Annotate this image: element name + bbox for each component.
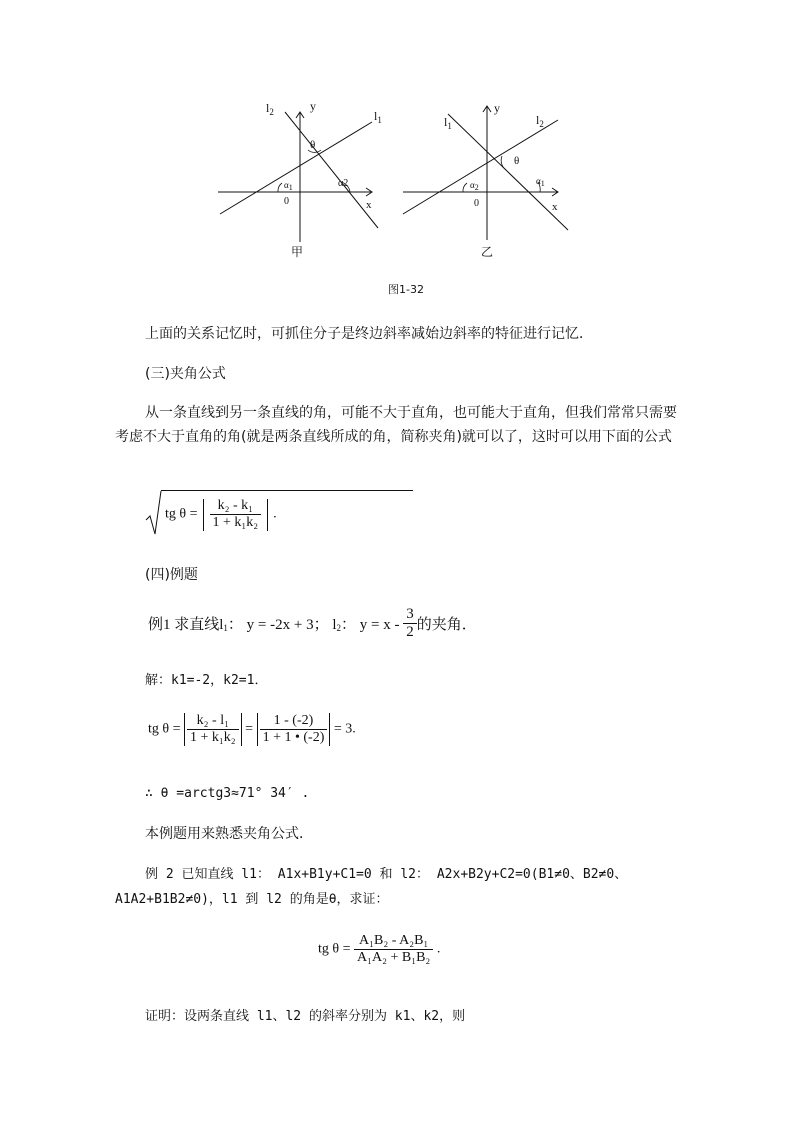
example1-part1: ： y = -2x + 3； l	[227, 617, 337, 633]
formula-example1	[148, 713, 356, 746]
memory-note: 上面的关系记忆时，可抓住分子是终边斜率减始边斜率的特征进行记忆．	[145, 326, 593, 342]
origin-label: 0	[474, 198, 479, 209]
abs-bar	[267, 499, 268, 531]
example1-part2: ： y = x -	[341, 617, 400, 633]
diagram-left	[218, 99, 382, 259]
example1-prefix: 例1 求直线l	[148, 617, 224, 633]
line-l1	[220, 122, 372, 214]
formula2-den1: 1 + k₁k₂	[187, 729, 239, 746]
line-l2	[403, 120, 558, 214]
formula1-tail: .	[273, 506, 277, 522]
formula3-tail: .	[436, 941, 441, 957]
abs-bar	[203, 499, 204, 531]
l2-label: $l_2$	[536, 113, 544, 129]
example1-frac-num: 3	[406, 606, 414, 622]
angle-theta-arc	[501, 156, 506, 170]
proof-line: 证明：设两条直线 l1、l2 的斜率分别为 k1、k2，则	[145, 1009, 466, 1024]
angle-alpha1-arc	[278, 183, 282, 192]
example1-note: 本例题用来熟悉夹角公式．	[145, 826, 313, 842]
y-label: y	[494, 101, 500, 115]
x-label: x	[552, 201, 558, 213]
formula2-num2: 1 - (-2)	[273, 713, 314, 728]
example1-sub2: 2	[336, 622, 342, 633]
coordinate-diagrams	[200, 92, 600, 272]
formula2-lhs: tg θ =	[148, 721, 181, 737]
l1-label: $l_1$	[374, 109, 382, 125]
alpha1-label: α1	[536, 176, 545, 188]
origin-label: 0	[284, 196, 289, 207]
diagram-label-yi: 乙	[481, 245, 494, 259]
angle-alpha2-arc	[463, 183, 467, 192]
alpha1-label: α1	[284, 180, 293, 192]
example-1	[148, 606, 477, 641]
y-label: y	[310, 99, 316, 113]
line-l2	[285, 112, 378, 228]
radical-sign-icon	[145, 490, 163, 536]
section-paragraph-3: 从一条直线到另一条直线的角，可能不大于直角，也可能大于直角，但我们常常只需要考虑不大于直角的角(就是两条直线所成的角，简称夹角)就可以了，这时可以用下面的公式	[115, 405, 677, 445]
alpha2-label: α2	[470, 180, 479, 192]
example1-suffix: 的夹角．	[416, 617, 477, 633]
section-title-4: (四)例题	[145, 567, 198, 583]
section-title-3: (三)夹角公式	[145, 366, 226, 382]
example-2: 例 2 已知直线 l1： A1x+B1y+C1=0 和 l2： A2x+B2y+C2=0(B1≠0、B2≠0、A1A2+B1B2≠0)，l1 到 l2 的角是θ，求证：	[115, 867, 628, 907]
formula3-fraction	[354, 933, 433, 966]
formula2-result: = 3.	[333, 721, 356, 737]
formula1-denominator: 1 + k₁k₂	[210, 514, 262, 531]
formula-example2	[318, 933, 440, 966]
formula2-num1: k₂ - l₁	[196, 713, 229, 728]
theta-label: θ	[514, 155, 520, 167]
formula3-den: A₁A₂ + B₁B₂	[354, 949, 433, 966]
theta-label: θ	[310, 139, 316, 151]
l2-label: $l_2$	[266, 101, 274, 117]
formula3-lhs: tg θ =	[318, 941, 351, 957]
arctg-result: ∴ θ =arctg3≈71° 34′ .	[145, 786, 310, 801]
abs-value-1	[184, 713, 242, 746]
formula2-den2: 1 + 1 • (-2)	[260, 729, 328, 746]
figure-1-32	[200, 92, 600, 272]
formula1-lhs: tg θ =	[165, 506, 198, 522]
formula2-fraction-1	[187, 713, 239, 746]
alpha2-label: α2	[338, 178, 349, 189]
example1-frac-den: 2	[403, 623, 417, 641]
radical-overline	[161, 490, 413, 491]
solution-line: 解：k1=-2，k2=1．	[145, 673, 268, 688]
formula3-num: A₁B₂ - A₂B₁	[359, 933, 429, 948]
formula1-numerator: k₂ - k₁	[217, 498, 254, 513]
abs-value-2	[257, 713, 331, 746]
x-label: x	[366, 199, 372, 211]
line-l1	[448, 114, 568, 230]
example1-fraction	[403, 606, 417, 641]
l1-label: $l_1$	[444, 115, 452, 131]
formula1-fraction	[210, 498, 262, 531]
diagram-right	[403, 101, 568, 259]
diagram-label-jia: 甲	[291, 245, 304, 259]
figure-caption: 图1-32	[388, 283, 424, 296]
formula2-fraction-2	[260, 713, 328, 746]
example1-sub1: 1	[223, 622, 228, 633]
formula2-eq: =	[245, 721, 254, 737]
